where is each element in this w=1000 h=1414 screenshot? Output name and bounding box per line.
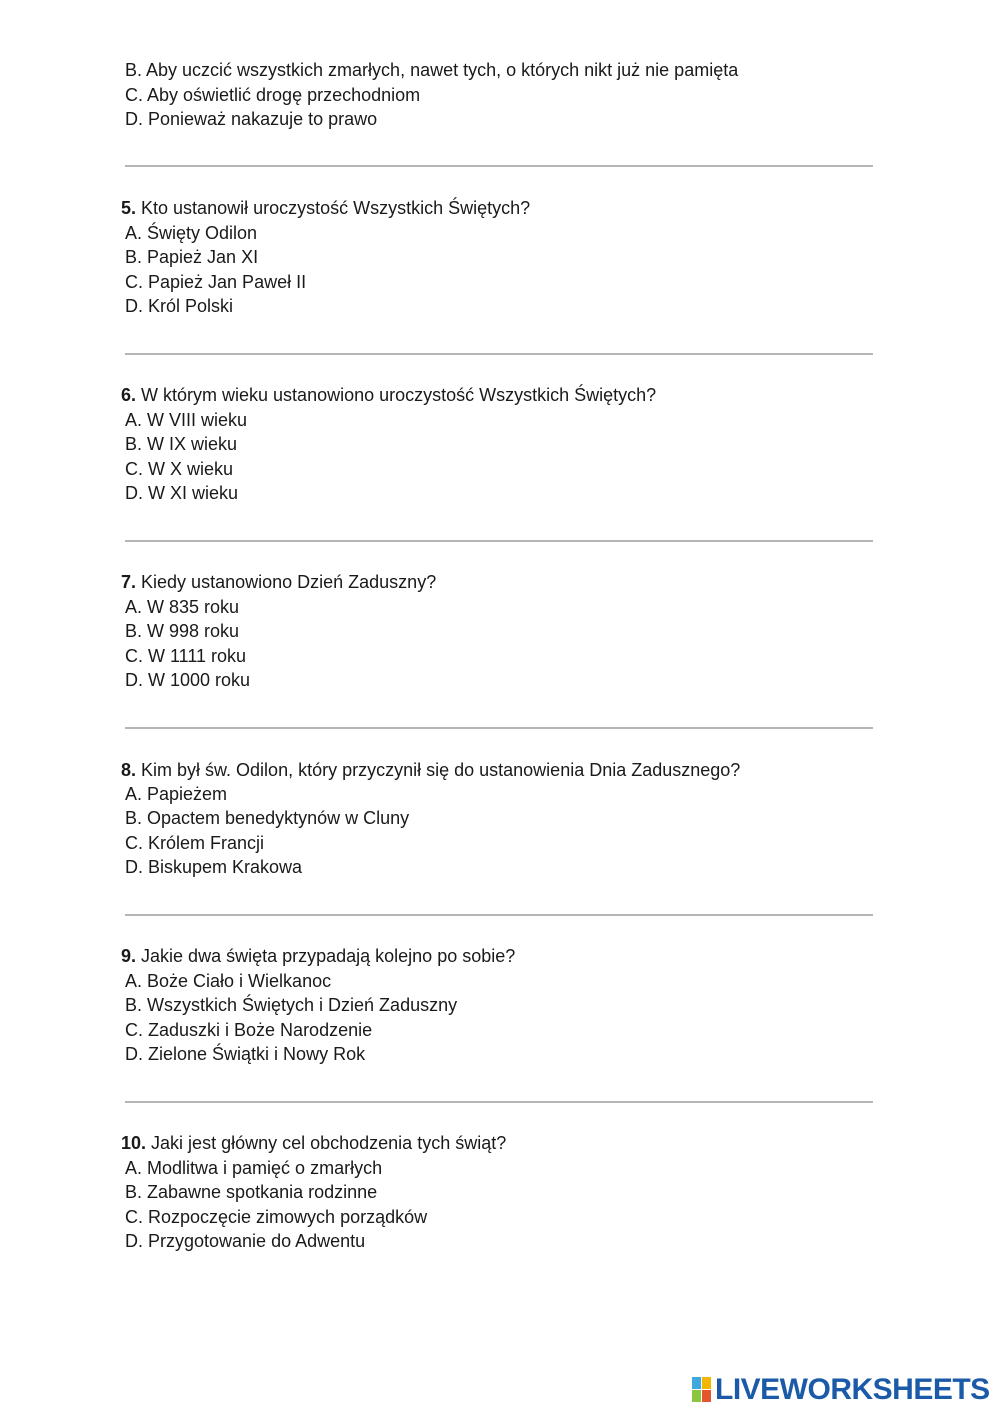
option-b: B. Papież Jan XI bbox=[125, 247, 259, 267]
option-c: C. W 1111 roku bbox=[125, 646, 247, 666]
question-number: 8. bbox=[121, 760, 137, 780]
option-d: D. Zielone Świątki i Nowy Rok bbox=[125, 1044, 366, 1064]
liveworksheets-logo bbox=[692, 1375, 990, 1405]
option-a: A. W VIII wieku bbox=[125, 410, 248, 430]
question-number: 10. bbox=[121, 1133, 147, 1153]
option-a: A. Papieżem bbox=[125, 784, 228, 804]
option-c: C. Rozpoczęcie zimowych porządków bbox=[125, 1207, 428, 1227]
option-a: A. W 835 roku bbox=[125, 597, 240, 617]
question-5 bbox=[121, 196, 530, 220]
question-text: Kim był św. Odilon, który przyczynił się do ustanowienia Dnia Zadusznego? bbox=[141, 760, 741, 780]
separator-line bbox=[125, 727, 873, 729]
liveworksheets-logo-icon bbox=[692, 1377, 712, 1403]
option-b: B. Wszystkich Świętych i Dzień Zaduszny bbox=[125, 995, 458, 1015]
question-text: Kiedy ustanowiono Dzień Zaduszny? bbox=[141, 572, 437, 592]
question-10 bbox=[121, 1131, 506, 1155]
question-number: 6. bbox=[121, 385, 137, 405]
separator-line bbox=[125, 165, 873, 167]
option-b: B. W 998 roku bbox=[125, 621, 240, 641]
question-9 bbox=[121, 944, 515, 968]
question-number: 9. bbox=[121, 946, 137, 966]
option-d: D. Ponieważ nakazuje to prawo bbox=[125, 109, 378, 129]
separator-line bbox=[125, 914, 873, 916]
option-d: D. Biskupem Krakowa bbox=[125, 857, 303, 877]
option-d: D. W XI wieku bbox=[125, 483, 239, 503]
option-b: B. Opactem benedyktynów w Cluny bbox=[125, 808, 410, 828]
option-c: C. Zaduszki i Boże Narodzenie bbox=[125, 1020, 373, 1040]
option-a: A. Boże Ciało i Wielkanoc bbox=[125, 971, 332, 991]
question-text: Jakie dwa święta przypadają kolejno po sobie? bbox=[141, 946, 516, 966]
option-b: B. W IX wieku bbox=[125, 434, 238, 454]
question-number: 7. bbox=[121, 572, 137, 592]
separator-line bbox=[125, 353, 873, 355]
logo-text: LIVEWORKSHEETS bbox=[715, 1373, 990, 1406]
option-a: A. Święty Odilon bbox=[125, 223, 258, 243]
option-c: C. W X wieku bbox=[125, 459, 234, 479]
separator-line bbox=[125, 1101, 873, 1103]
question-text: Kto ustanowił uroczystość Wszystkich Świętych? bbox=[141, 198, 531, 218]
question-number: 5. bbox=[121, 198, 137, 218]
question-8 bbox=[121, 758, 740, 782]
option-a: A. Modlitwa i pamięć o zmarłych bbox=[125, 1158, 383, 1178]
option-d: D. Król Polski bbox=[125, 296, 234, 316]
option-b: B. Aby uczcić wszystkich zmarłych, nawet tych, o których nikt już nie pamięta bbox=[125, 60, 739, 80]
option-c: C. Aby oświetlić drogę przechodniom bbox=[125, 85, 421, 105]
separator-line bbox=[125, 540, 873, 542]
option-d: D. Przygotowanie do Adwentu bbox=[125, 1231, 366, 1251]
option-d: D. W 1000 roku bbox=[125, 670, 251, 690]
question-text: Jaki jest główny cel obchodzenia tych świąt? bbox=[151, 1133, 507, 1153]
option-b: B. Zabawne spotkania rodzinne bbox=[125, 1182, 378, 1202]
question-text: W którym wieku ustanowiono uroczystość Wszystkich Świętych? bbox=[141, 385, 657, 405]
question-6 bbox=[121, 383, 656, 407]
option-c: C. Papież Jan Paweł II bbox=[125, 272, 307, 292]
question-7 bbox=[121, 570, 436, 594]
option-c: C. Królem Francji bbox=[125, 833, 265, 853]
